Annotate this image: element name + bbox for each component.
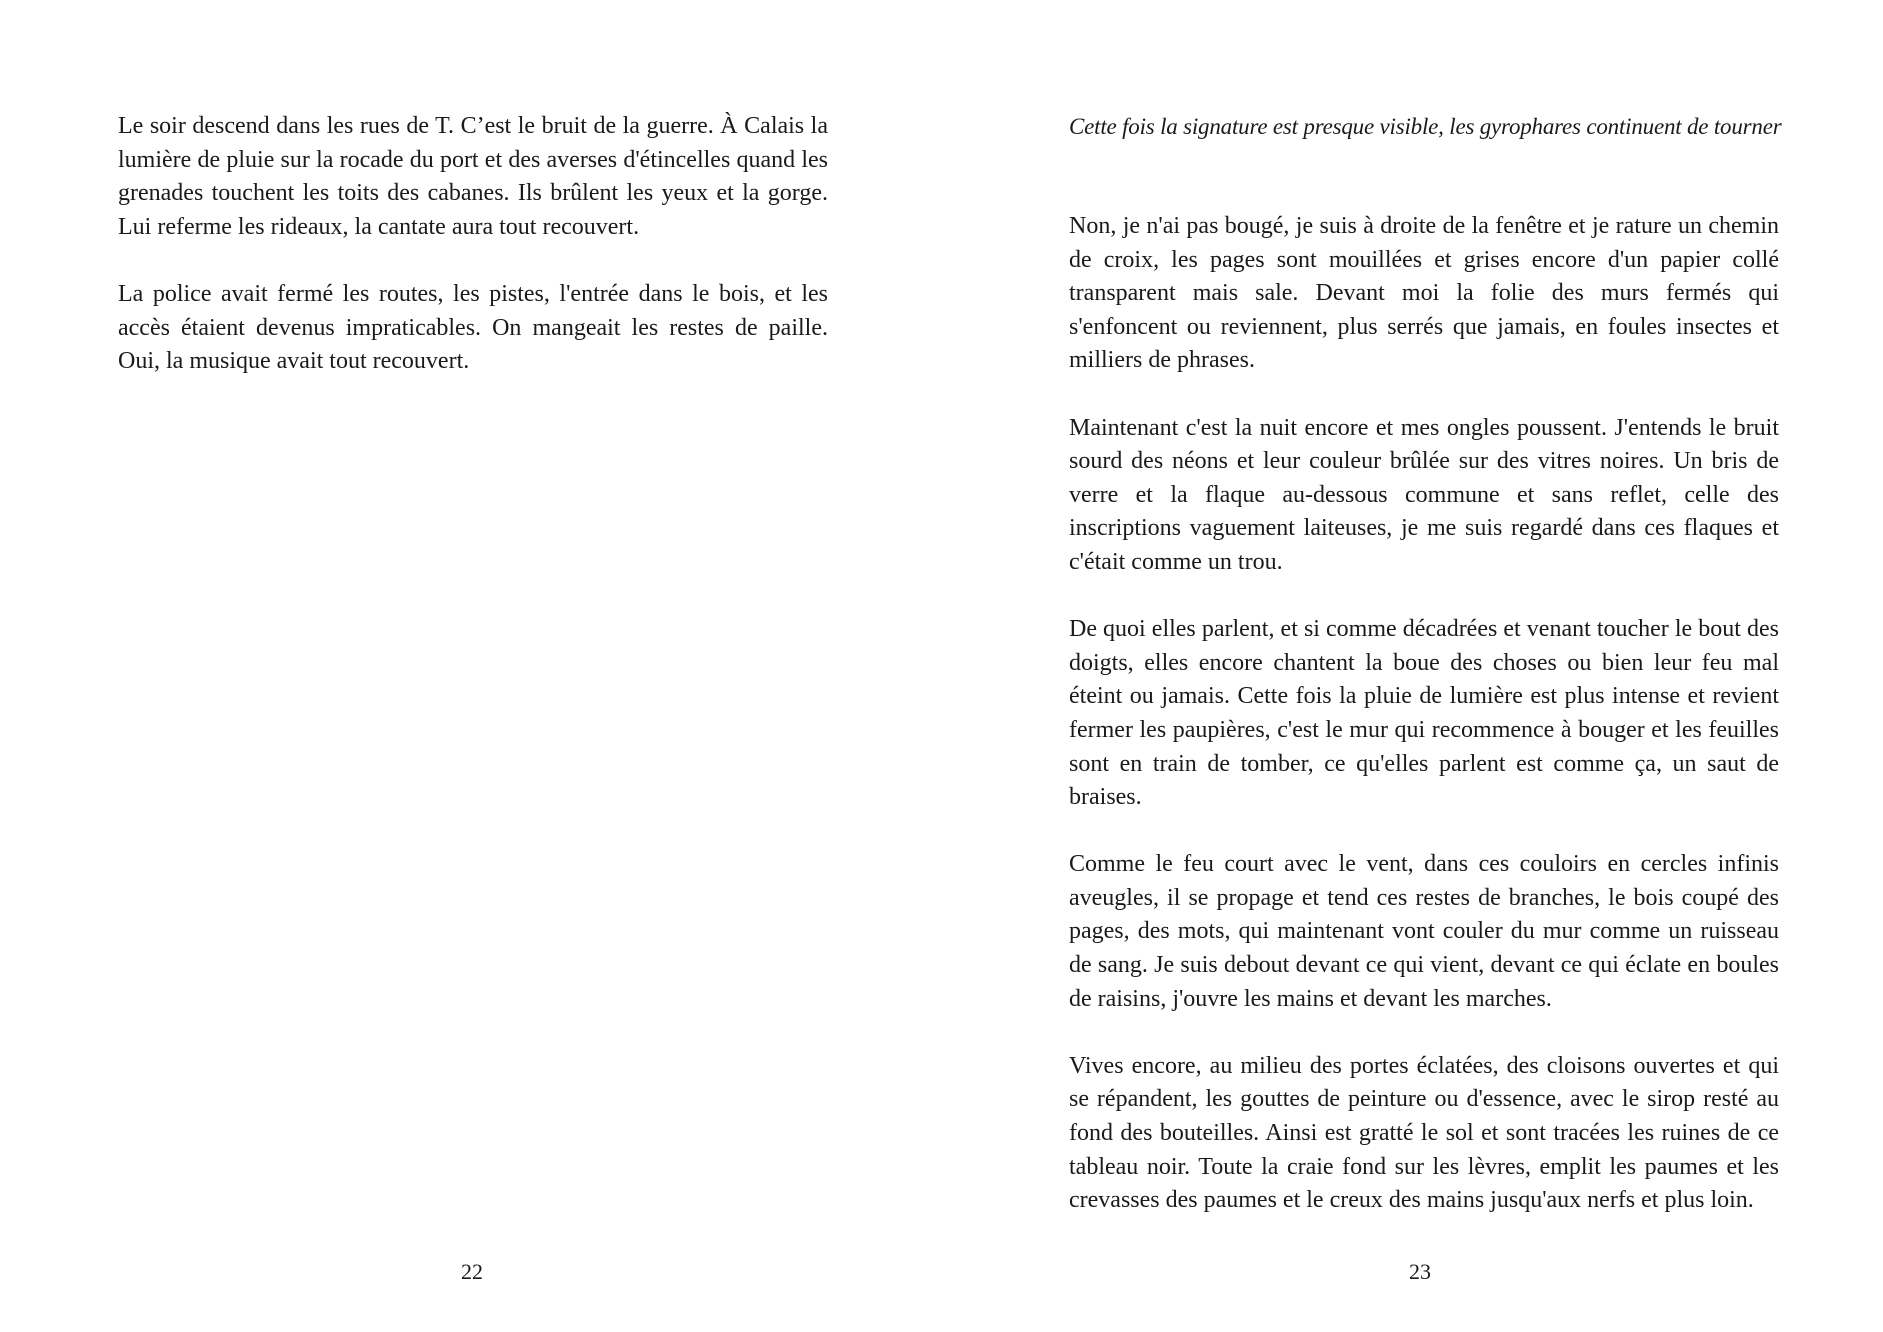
left-page-body xyxy=(118,110,828,379)
page-number-right: 23 xyxy=(1409,1259,1431,1284)
right-paragraph-2: Maintenant c'est la nuit encore et mes ongles poussent. J'entends le bruit sourd des néons et leur couleur brûlée sur des vitres noires. Un bris de verre et la flaque au-dessous commune et sans reflet, celle des inscriptions vaguement laiteuses, je me suis regardé dans ces flaques et c'était comme un trou. xyxy=(1069,414,1779,575)
right-paragraph-3: De quoi elles parlent, et si comme décadrées et venant toucher le bout des doigts, elles encore chantent la boue des choses ou bien leur feu mal éteint ou jamais. Cette fois la pluie de lumière est plus intense et revient fermer les paupières, c'est le mur qui recommence à bouger et les feuilles sont en train de tomber, ce qu'elles parlent est comme ça, un saut de braises. xyxy=(1069,616,1779,811)
right-page-body xyxy=(1069,210,1779,1218)
right-paragraph-5: Vives encore, au milieu des portes éclatées, des cloisons ouvertes et qui se répandent, les gouttes de peinture ou d'essence, avec le sirop resté au fond des bouteilles. Ainsi est gratté le sol et sont tracées les ruines de ce tableau noir. Toute la craie fond sur les lèvres, emplit les paumes et les crevasses des paumes et le creux des mains jusqu'aux nerfs et plus loin. xyxy=(1069,1052,1779,1214)
left-paragraph-2: La police avait fermé les routes, les pistes, l'entrée dans le bois, et les accès étaient devenus impraticables. On mangeait les restes de paille. Oui, la musique avait tout recouvert. xyxy=(118,280,828,375)
right-paragraph-4: Comme le feu court avec le vent, dans ces couloirs en cercles infinis aveugles, il se propage et tend ces restes de branches, le bois coupé des pages, des mots, qui maintenant vont couler du mur comme un ruisseau de sang. Je suis debout devant ce qui vient, devant ce qui éclate en boules de raisins, j'ouvre les mains et devant les marches. xyxy=(1069,851,1779,1012)
epigraph: Cette fois la signature est presque visible, les gyrophares continuent de tourner xyxy=(1069,114,1782,139)
left-paragraph-1: Le soir descend dans les rues de T. C’est le bruit de la guerre. À Calais la lumière de pluie sur la rocade du port et des averses d'étincelles quand les grenades touchent les toits des cabanes. Ils brûlent les yeux et la gorge. Lui referme les rideaux, la cantate aura tout recouvert. xyxy=(118,113,828,240)
right-paragraph-1: Non, je n'ai pas bougé, je suis à droite de la fenêtre et je rature un chemin de croix, les pages sont mouillées et grises encore d'un papier collé transparent mais sale. Devant moi la folie des murs fermés qui s'enfoncent ou reviennent, plus serrés que jamais, en foules insectes et milliers de phrases. xyxy=(1069,213,1779,374)
right-page xyxy=(941,0,1883,1332)
left-page xyxy=(0,0,941,1332)
page-number-left: 22 xyxy=(461,1259,483,1284)
